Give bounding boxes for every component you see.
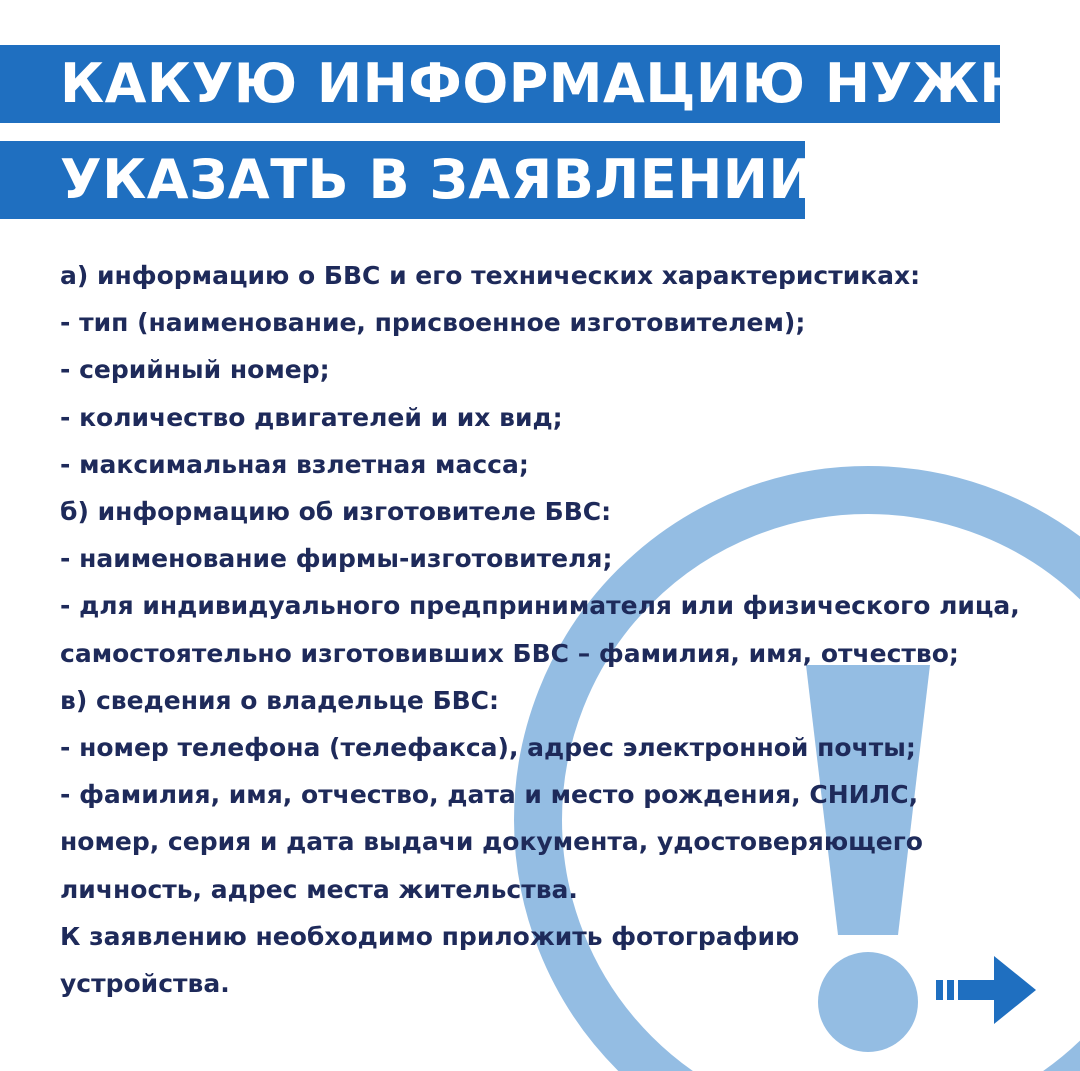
text-line: самостоятельно изготовивших БВС – фамилия, имя, отчество; <box>60 638 959 668</box>
text-line: К заявлению необходимо приложить фотографию <box>60 921 800 951</box>
text-line: - фамилия, имя, отчество, дата и место рождения, СНИЛС, <box>60 780 919 810</box>
text-line: - наименование фирмы-изготовителя; <box>60 544 613 574</box>
text-line: а) информацию о БВС и его технических характеристиках: <box>60 261 921 290</box>
title-line-1: КАКУЮ ИНФОРМАЦИЮ НУЖНО <box>0 45 1000 123</box>
title-line-2: УКАЗАТЬ В ЗАЯВЛЕНИИ? <box>0 141 805 219</box>
text-line: - номер телефона (телефакса), адрес электронной почты; <box>60 733 916 763</box>
text-line: номер, серия и дата выдачи документа, удостоверяющего <box>60 827 923 857</box>
text-line: - для индивидуального предпринимателя или физического лица, <box>60 591 1020 621</box>
text-line: - количество двигателей и их вид; <box>60 402 563 432</box>
text-line: личность, адрес места жительства. <box>60 874 578 904</box>
text-line: - серийный номер; <box>60 355 330 385</box>
arrow-right-icon[interactable] <box>934 952 1038 1028</box>
text-line: устройства. <box>60 969 230 999</box>
text-line: - максимальная взлетная масса; <box>60 449 529 479</box>
info-text <box>60 252 1070 1007</box>
text-line: - тип (наименование, присвоенное изготовителем); <box>60 308 806 338</box>
text-line: в) сведения о владельце БВС: <box>60 685 500 715</box>
text-line: б) информацию об изготовителе БВС: <box>60 497 612 527</box>
